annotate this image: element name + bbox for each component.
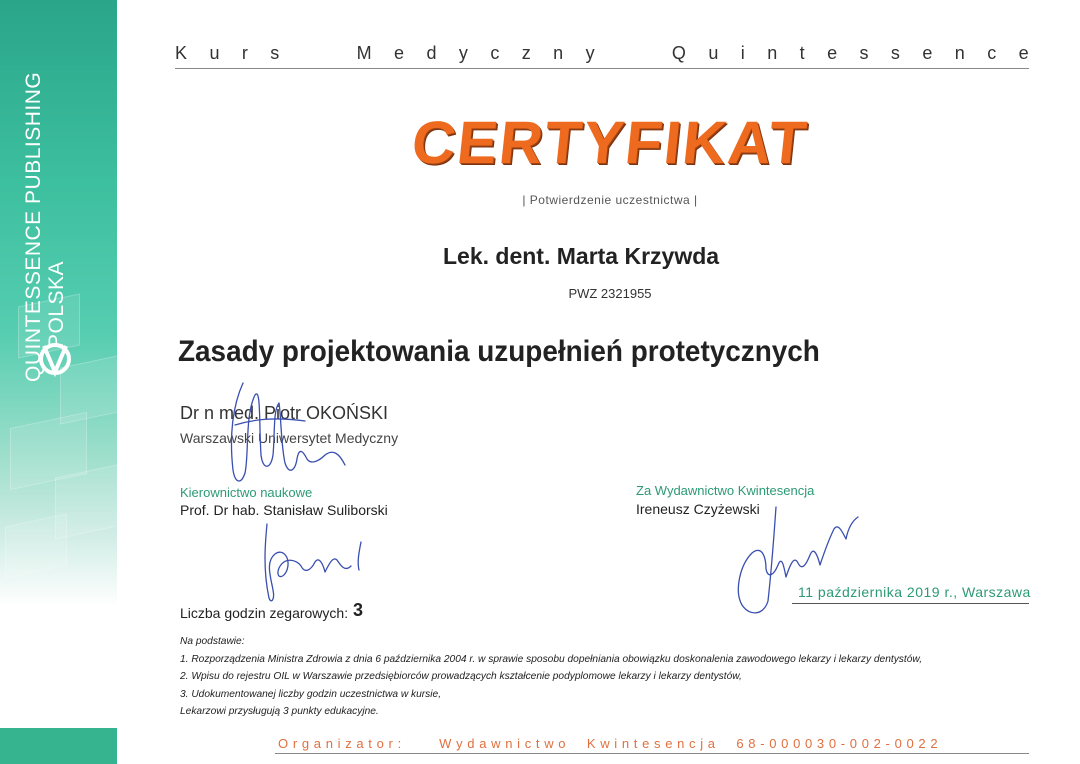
course-header-letter: y	[458, 43, 468, 63]
course-header-letter	[617, 43, 622, 64]
course-header-letter: e	[394, 43, 405, 63]
publisher-representative: Ireneusz Czyżewski	[636, 501, 760, 517]
organizer-letter: -	[885, 736, 890, 751]
organizer-letter: 8	[748, 736, 756, 751]
organizer-letter: 2	[918, 736, 926, 751]
scientific-lead-name: Prof. Dr hab. Stanisław Suliborski	[180, 502, 388, 518]
education-points: Lekarzowi przysługują 3 punkty edukacyjne.	[180, 706, 379, 717]
organizer-letter	[579, 736, 583, 751]
course-header-letter	[329, 43, 334, 64]
organizer-letter	[431, 736, 435, 751]
course-header-letter: c	[987, 43, 997, 63]
scientific-lead-signature	[245, 520, 375, 605]
recipient-name: Lek. dent. Marta Krzywda	[443, 243, 720, 269]
organizer-letter: w	[600, 736, 610, 751]
organizer-letter	[728, 736, 732, 751]
organizer-letter: 0	[849, 736, 858, 751]
certificate-title: CERTYFIKAT	[408, 109, 812, 176]
organizer-letter	[720, 736, 724, 751]
organizer-letter: 3	[816, 736, 825, 751]
course-header-letter: y	[585, 43, 595, 63]
organizer-letter: 0	[906, 736, 914, 751]
organizer-letter: 0	[793, 736, 801, 751]
organizer-letter: y	[456, 736, 463, 751]
scientific-lead-label: Kierownictwo naukowe	[180, 485, 313, 500]
legal-basis-heading: Na podstawie:	[180, 636, 245, 647]
footer-divider	[275, 753, 1029, 754]
organizer-line	[278, 736, 938, 751]
pwz-number: PWZ 2321955	[568, 286, 652, 301]
organizer-letter: 0	[828, 736, 837, 751]
organizer-letter: n	[677, 736, 685, 751]
course-header-letter: d	[426, 43, 437, 63]
brand-sidebar	[0, 0, 117, 740]
lecturer-institution: Warszawski Uniwersytet Medyczny	[180, 430, 399, 446]
sidebar-bottom-band	[0, 728, 117, 740]
organizer-letter: s	[654, 736, 661, 751]
organizer-letter: r	[388, 736, 393, 751]
organizer-letter: 0	[861, 736, 869, 751]
organizer-letter: 0	[804, 736, 813, 751]
organizer-letter: K	[586, 736, 596, 751]
organizer-letter: i	[337, 736, 341, 751]
organizer-letter: 0	[781, 736, 789, 751]
course-header-letter: n	[954, 43, 965, 63]
organizer-letter: w	[544, 736, 554, 751]
date-underline	[792, 603, 1029, 604]
course-header-letter: s	[890, 43, 900, 63]
organizer-letter: :	[397, 736, 402, 751]
organizer-letter: i	[614, 736, 618, 751]
organizer-letter: 2	[930, 736, 938, 751]
organizer-letter: t	[633, 736, 638, 751]
organizer-letter: O	[278, 736, 289, 751]
organizer-letter: t	[368, 736, 372, 751]
course-header-letter: n	[553, 43, 564, 63]
organizer-letter: d	[467, 736, 475, 751]
course-header-letter: z	[521, 43, 531, 63]
course-header-letter: n	[767, 43, 778, 63]
legal-basis-item: 3. Udokumentowanej liczby godzin uczestnictwa w kursie,	[180, 688, 442, 700]
course-header-letter: e	[1018, 43, 1029, 63]
brand-line-2: POLSKA	[45, 260, 68, 348]
organizer-letter: n	[505, 736, 513, 751]
hours-value: 3	[353, 600, 364, 620]
header-divider	[175, 68, 1029, 69]
organizer-letter: 6	[736, 736, 744, 751]
organizer-letter: W	[439, 736, 452, 751]
course-header-letter: u	[708, 43, 719, 63]
course-header-letter: s	[270, 43, 280, 63]
course-header-letter: u	[209, 43, 220, 63]
certificate-subtitle: | Potwierdzenie uczestnictwa |	[522, 193, 698, 207]
organizer-letter: t	[535, 736, 540, 751]
legal-basis-item: 2. Wpisu do rejestru OIL w Warszawie przedsiębiorców prowadzących kształcenie podyplomowe lekarzy i lekarzy dentystów,	[180, 671, 742, 682]
legal-basis	[180, 633, 922, 721]
organizer-letter: n	[621, 736, 630, 751]
organizer-letter: a	[707, 736, 716, 751]
course-header-letter: c	[490, 43, 500, 63]
organizer-letter: -	[760, 736, 765, 751]
course-header-letter: s	[859, 43, 869, 63]
course-header-letter	[644, 43, 649, 64]
organizer-letter: o	[558, 736, 566, 751]
organizer-letter: a	[479, 736, 487, 751]
organizer-letter: a	[313, 736, 321, 751]
organizer-letter: 2	[873, 736, 881, 751]
organizer-letter: g	[301, 736, 310, 751]
course-header	[175, 43, 1029, 64]
publisher-label: Za Wydawnictwo Kwintesencja	[636, 483, 815, 498]
organizer-letter	[406, 736, 410, 751]
course-header-letter: M	[356, 43, 372, 63]
organizer-letter: j	[700, 736, 704, 751]
organizer-letter: r	[292, 736, 298, 751]
brand-wordmark	[22, 72, 68, 382]
course-header-letter	[302, 43, 307, 64]
organizer-letter: 0	[894, 736, 902, 751]
organizer-letter: o	[376, 736, 384, 751]
course-header-letter: e	[922, 43, 933, 63]
legal-basis-item: 1. Rozporządzenia Ministra Zdrowia z dnia 6 października 2004 r. w sprawie sposobu dopełniania obowiązku doskonalenia zawodowego lekarzy i lekarzy dentystów,	[180, 653, 923, 665]
course-header-letter: e	[827, 43, 838, 63]
organizer-letter: a	[356, 736, 364, 751]
course-topic: Zasady projektowania uzupełnień protetycznych	[178, 335, 820, 368]
organizer-letter	[423, 736, 427, 751]
course-header-letter: K	[175, 43, 188, 63]
issue-date-place: 11 października 2019 r., Warszawa	[798, 584, 1031, 600]
organizer-letter: i	[517, 736, 521, 751]
brand-line-1: QUINTESSENCE PUBLISHING	[22, 71, 45, 382]
organizer-letter: n	[325, 736, 333, 751]
organizer-letter: -	[840, 736, 846, 751]
decor-tile	[5, 513, 67, 578]
organizer-letter: c	[524, 736, 532, 751]
lecturer-signature	[215, 375, 355, 495]
course-header-letter: i	[740, 43, 745, 63]
course-header-letter: r	[241, 43, 248, 63]
organizer-letter: w	[491, 736, 501, 751]
lecturer-name: Dr n med. Piotr OKOŃSKI	[180, 403, 389, 423]
organizer-letter: z	[345, 736, 352, 751]
organizer-letter	[414, 736, 418, 751]
organizer-letter: 0	[769, 736, 777, 751]
course-header-letter: t	[799, 43, 805, 63]
organizer-letter: e	[665, 736, 673, 751]
organizer-letter: c	[689, 736, 696, 751]
hours-label: Liczba godzin zegarowych:	[180, 605, 349, 621]
organizer-letter	[570, 736, 574, 751]
course-header-letter: Q	[671, 43, 686, 63]
organizer-letter: e	[642, 736, 650, 751]
